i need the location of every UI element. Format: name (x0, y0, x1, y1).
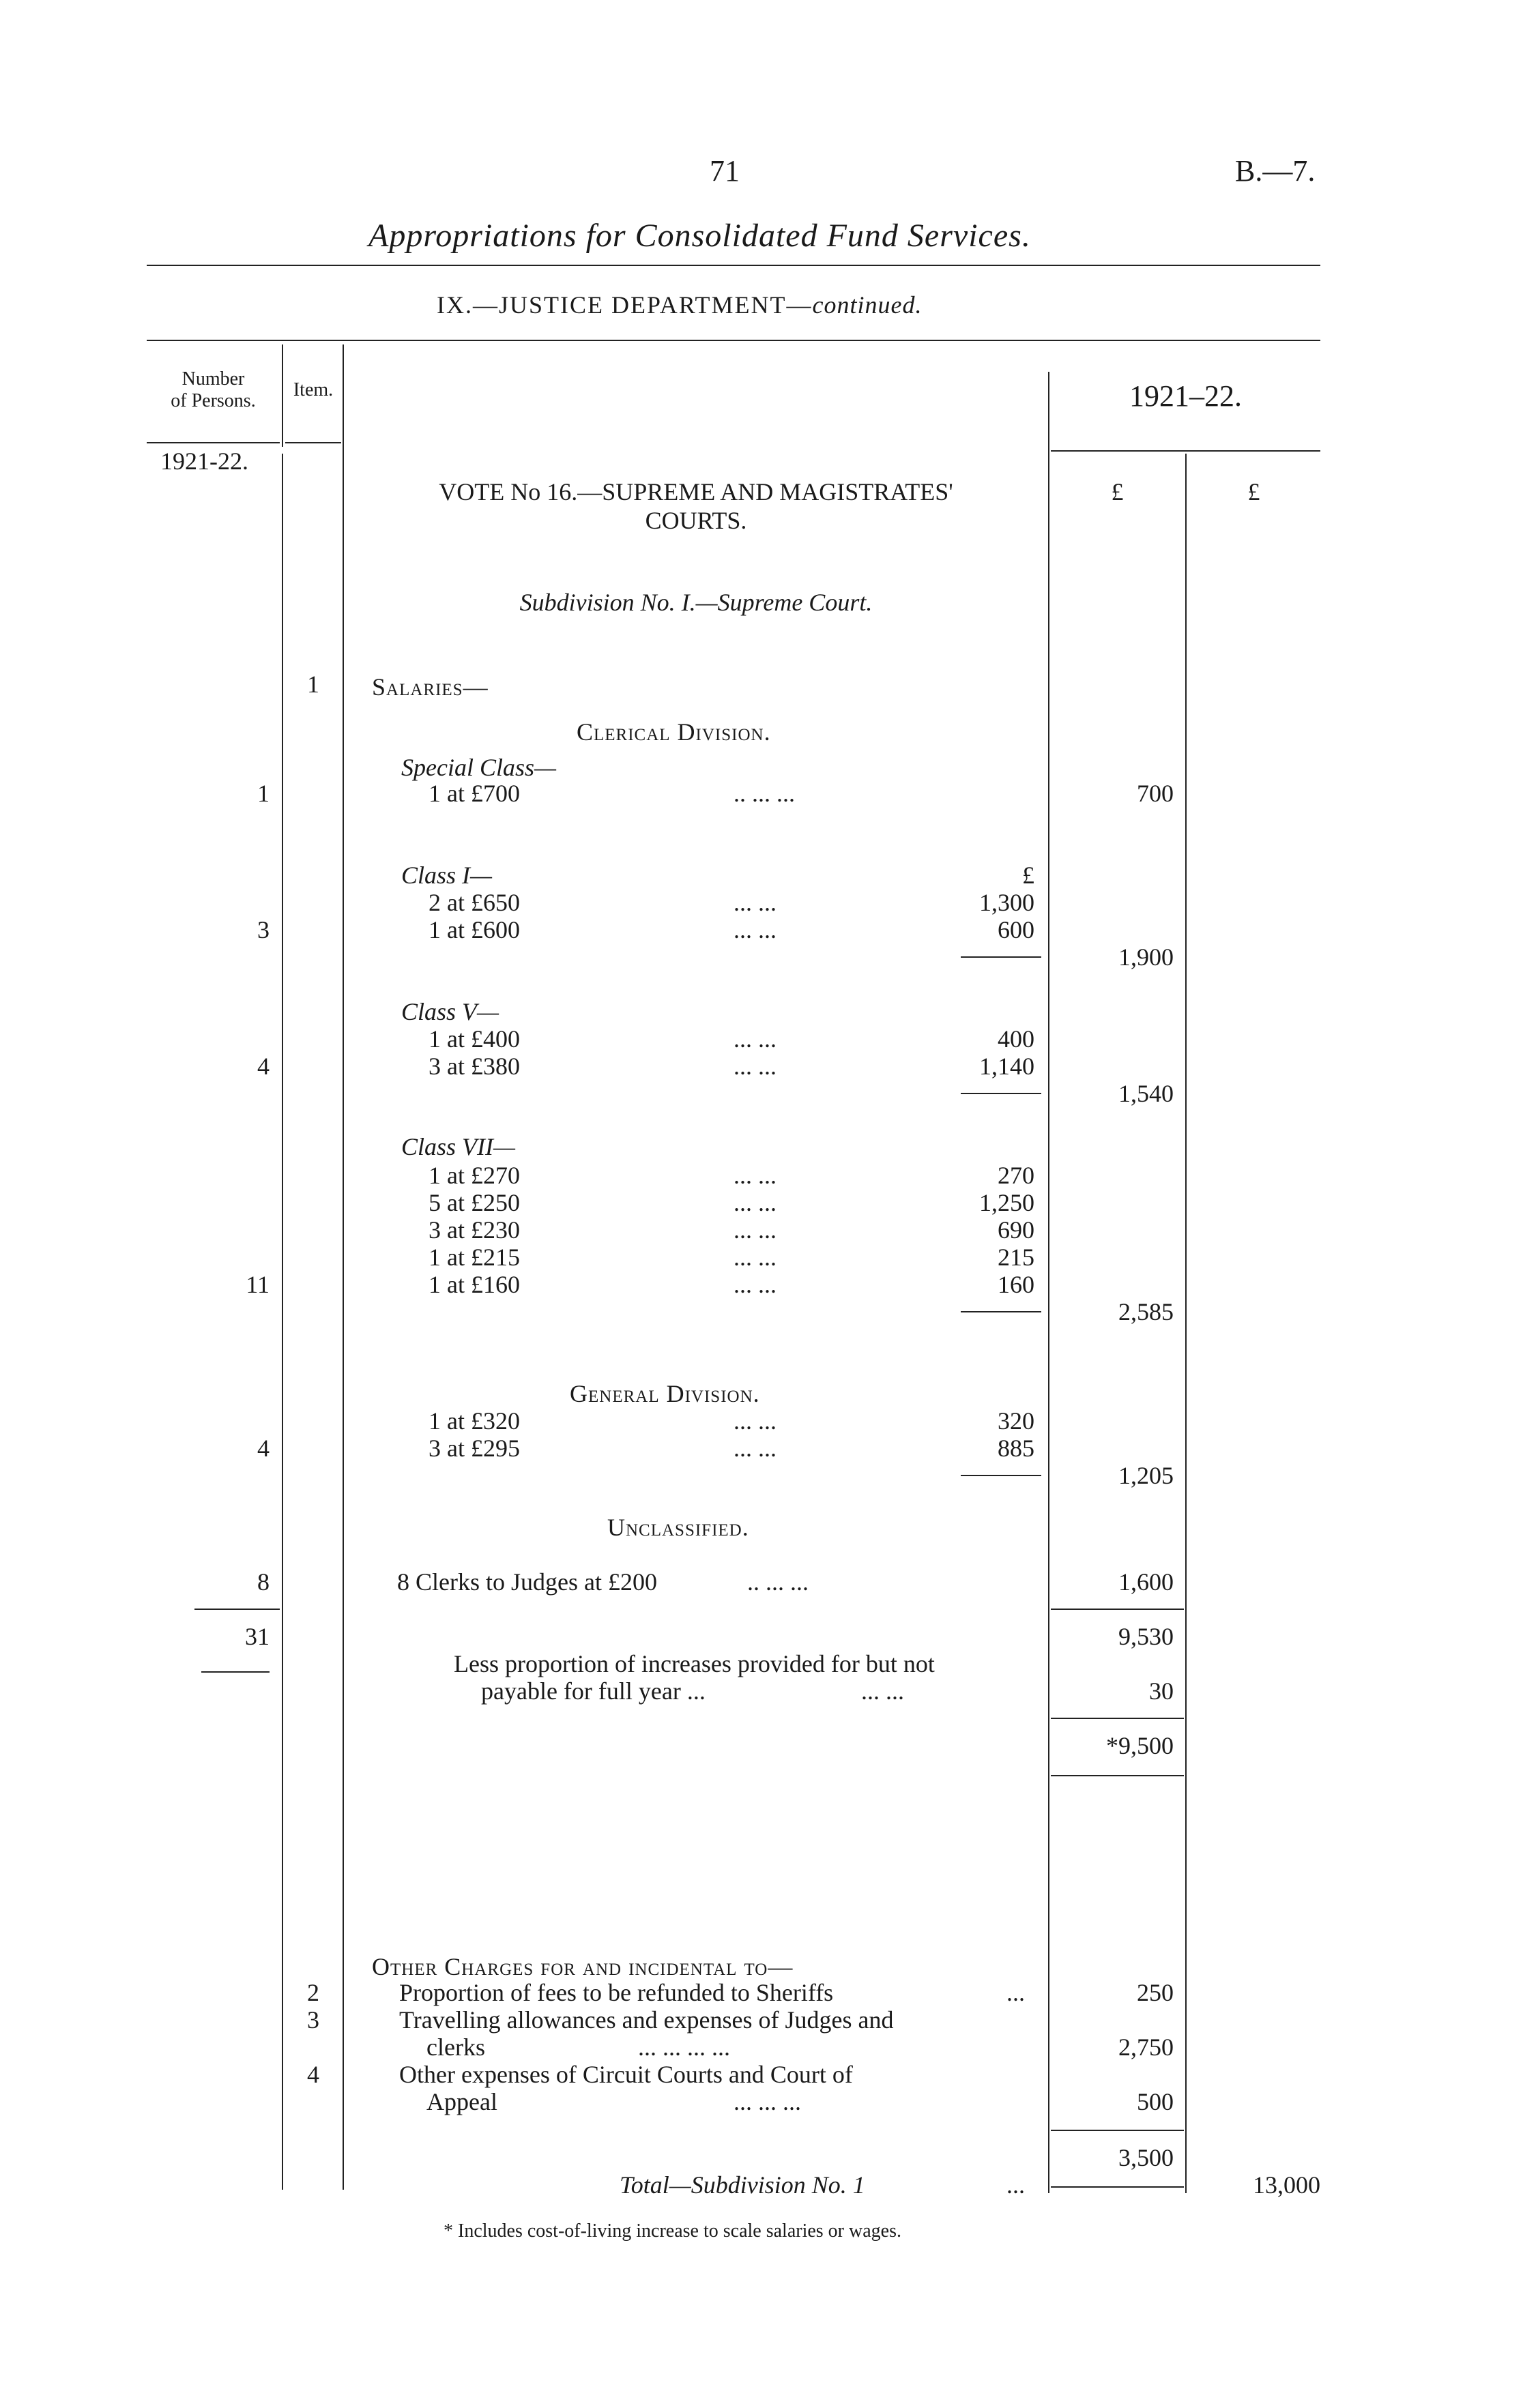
leader-dots: ... ... (734, 889, 777, 916)
net-salaries-amount: *9,500 (1106, 1732, 1174, 1759)
line-amount: 160 (998, 1271, 1034, 1298)
department-heading (437, 291, 923, 319)
charge-line-continued: Appeal (426, 2088, 497, 2115)
rate-line: 1 at £215 (429, 1244, 520, 1271)
subtotal-rule (961, 1311, 1041, 1312)
class-label: Class V— (401, 998, 499, 1025)
department-main: IX.—JUSTICE DEPARTMENT— (437, 291, 813, 319)
rate-line: 1 at £160 (429, 1271, 520, 1298)
rate-line: 3 at £295 (429, 1435, 520, 1462)
department-continued: continued. (812, 291, 923, 319)
leader-dots: ... ... (734, 1189, 777, 1216)
rate-line: 5 at £250 (429, 1189, 520, 1216)
salaries-heading: Salaries— (372, 673, 489, 701)
persons-year-label: 1921-22. (160, 447, 248, 475)
item-header-rule (285, 442, 341, 443)
rate-line: 1 at £320 (429, 1407, 520, 1435)
rate-line: 1 at £700 (429, 780, 520, 807)
item-number: 3 (307, 2006, 319, 2033)
item-number: 1 (307, 671, 319, 698)
subtotal-amount: 2,585 (1118, 1298, 1174, 1325)
unclassified-heading: Unclassified. (607, 1514, 749, 1541)
persons-count: 1 (257, 780, 270, 807)
leader-dots: ... ... (734, 1216, 777, 1244)
salaries-sum-amount: 9,530 (1118, 1623, 1174, 1650)
subtotal-rule (961, 1093, 1041, 1094)
col-divider-persons-item-top (282, 344, 283, 447)
class-label: Class I— (401, 862, 493, 889)
line-amount: 215 (998, 1244, 1034, 1271)
footnote: * Includes cost-of-living increase to scale salaries or wages. (444, 2220, 901, 2242)
line-amount: 885 (998, 1435, 1034, 1462)
subdivision-heading: Subdivision No. I.—Supreme Court. (519, 589, 873, 616)
persons-count: 11 (246, 1271, 270, 1298)
vote-heading-line1: VOTE No 16.—SUPREME AND MAGISTRATES' (439, 478, 953, 505)
subtotal-rule (961, 956, 1041, 958)
persons-header-line1: Number (182, 368, 245, 390)
title-rule (147, 265, 1320, 266)
page-number: 71 (710, 154, 740, 188)
clerks-line: 8 Clerks to Judges at £200 (397, 1568, 657, 1596)
net-rule-bottom (1051, 1775, 1184, 1776)
less-proportion-line2: payable for full year ... (481, 1677, 706, 1705)
persons-header-line2: of Persons. (171, 390, 256, 411)
page-reference: B.—7. (1235, 154, 1316, 188)
leader-dots: ... ... (734, 1435, 777, 1462)
subtotal-amount: 700 (1137, 780, 1174, 807)
persons-total: 31 (245, 1623, 270, 1650)
rate-line: 1 at £400 (429, 1025, 520, 1053)
leader-dots: ... (1006, 1979, 1025, 2006)
amount-sum-rule (1051, 1609, 1184, 1610)
subtotal-amount: 1,600 (1118, 1568, 1174, 1596)
leader-dots: ... ... (734, 1053, 777, 1080)
leader-dots: ... ... (734, 1244, 777, 1271)
persons-count: 8 (257, 1568, 270, 1596)
general-division-heading: General Division. (570, 1380, 760, 1407)
total-rule (1051, 2186, 1184, 2188)
subtotal-amount: 1,205 (1118, 1462, 1174, 1489)
rate-line: 2 at £650 (429, 889, 520, 916)
line-amount: 600 (998, 916, 1034, 943)
leader-dots: ... ... (734, 1407, 777, 1435)
less-amount: 30 (1149, 1677, 1174, 1705)
page-title: Appropriations for Consolidated Fund Services. (368, 218, 1031, 254)
charge-line: Proportion of fees to be refunded to Sheriffs (399, 1979, 834, 2006)
item-number: 4 (307, 2061, 319, 2088)
year-header-rule (1051, 450, 1320, 452)
leader-dots: ... ... (734, 1271, 777, 1298)
persons-count: 4 (257, 1053, 270, 1080)
col-divider-amount1-amount2 (1185, 454, 1187, 2193)
col-divider-text-amount (1048, 372, 1049, 2193)
leader-dots: ... ... ... (734, 2088, 801, 2115)
subtotal-rule (961, 1475, 1041, 1476)
leader-dots: ... ... ... ... (638, 2033, 730, 2061)
class-label: Special Class— (401, 754, 557, 781)
rate-line: 3 at £230 (429, 1216, 520, 1244)
table-top-rule (147, 340, 1320, 341)
leader-dots: ... ... (734, 1162, 777, 1189)
persons-count: 3 (257, 916, 270, 943)
other-charges-total: 3,500 (1118, 2144, 1174, 2171)
charge-amount: 500 (1137, 2088, 1174, 2115)
persons-count: 4 (257, 1435, 270, 1462)
col-divider-item-text (343, 344, 344, 2190)
rate-line: 1 at £600 (429, 916, 520, 943)
clerical-division-heading: Clerical Division. (577, 718, 771, 746)
persons-sum-rule (194, 1609, 280, 1610)
class-label: Class VII— (401, 1133, 516, 1160)
leader-dots: .. ... ... (747, 1568, 809, 1596)
line-amount: 320 (998, 1407, 1034, 1435)
charge-amount: 250 (1137, 1979, 1174, 2006)
leader-dots: ... ... (734, 916, 777, 943)
charge-amount: 2,750 (1118, 2033, 1174, 2061)
line-amount: 1,300 (979, 889, 1034, 916)
other-charges-heading: Other Charges for and incidental to— (372, 1953, 794, 1980)
rate-line: 3 at £380 (429, 1053, 520, 1080)
line-amount: 400 (998, 1025, 1034, 1053)
charge-line: Other expenses of Circuit Courts and Court of (399, 2061, 853, 2088)
vote-heading-line2: COURTS. (645, 507, 747, 534)
persons-column-header (147, 368, 280, 412)
charge-line: Travelling allowances and expenses of Judges and (399, 2006, 894, 2033)
line-amount: 270 (998, 1162, 1034, 1189)
leader-dots: ... ... (861, 1677, 904, 1705)
pound-sign: £ (1022, 862, 1034, 889)
net-rule-top (1051, 1718, 1184, 1719)
persons-total-rule (201, 1671, 270, 1673)
total-subdivision-label: Total—Subdivision No. 1 (620, 2171, 865, 2199)
less-proportion-line1: Less proportion of increases provided for but not (454, 1650, 935, 1677)
leader-dots: .. ... ... (734, 780, 795, 807)
other-charges-rule (1051, 2130, 1184, 2131)
pound-sign-col1: £ (1111, 478, 1124, 505)
total-subdivision-amount: 13,000 (1253, 2171, 1320, 2199)
subtotal-amount: 1,900 (1118, 943, 1174, 971)
leader-dots: ... ... (734, 1025, 777, 1053)
item-column-header: Item. (293, 379, 334, 400)
line-amount: 1,140 (979, 1053, 1034, 1080)
subtotal-amount: 1,540 (1118, 1080, 1174, 1107)
persons-header-rule (147, 442, 280, 443)
line-amount: 1,250 (979, 1189, 1034, 1216)
vote-heading (355, 478, 1037, 535)
line-amount: 690 (998, 1216, 1034, 1244)
col-divider-persons-item (282, 454, 283, 2190)
item-number: 2 (307, 1979, 319, 2006)
leader-dots: ... (1006, 2171, 1025, 2199)
rate-line: 1 at £270 (429, 1162, 520, 1189)
charge-line-continued: clerks (426, 2033, 485, 2061)
year-column-header: 1921–22. (1129, 379, 1242, 413)
pound-sign-col2: £ (1247, 478, 1260, 505)
